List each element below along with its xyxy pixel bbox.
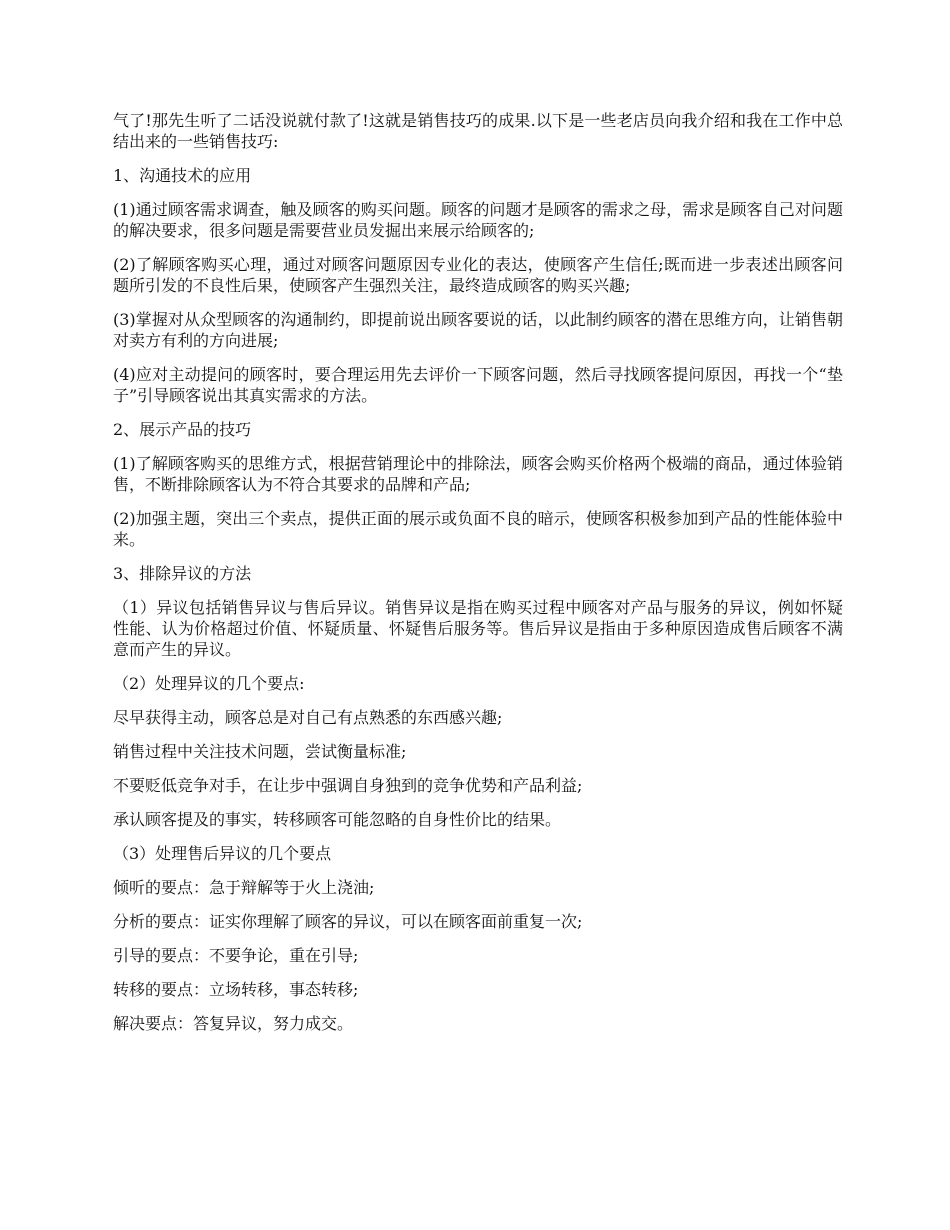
objections-point-3-heading: （3）处理售后异议的几个要点 (113, 844, 332, 863)
section-heading-product-display: 2、展示产品的技巧 (113, 420, 252, 439)
communication-point-3: (3)掌握对从众型顾客的沟通制约，即提前说出顾客要说的话，以此制约顾客的潜在思维方向，让销售朝对卖方有利的方向进展; (113, 310, 843, 350)
communication-point-1: (1)通过顾客需求调查，触及顾客的购买问题。顾客的问题才是顾客的需求之母，需求是顾客自己对问题的解决要求，很多问题是需要营业员发掘出来展示给顾客的; (113, 200, 843, 240)
objections-tip-4: 承认顾客提及的事实，转移顾客可能忽略的自身性价比的结果。 (113, 810, 562, 829)
section-heading-objections: 3、排除异议的方法 (113, 564, 252, 583)
document-page (113, 110, 843, 1047)
communication-point-4: (4)应对主动提问的顾客时，要合理运用先去评价一下顾客问题，然后寻找顾客提问原因，再找一个“垫子”引导顾客说出其真实需求的方法。 (113, 365, 843, 405)
aftersales-tip-analyze: 分析的要点：证实你理解了顾客的异议，可以在顾客面前重复一次; (113, 912, 583, 931)
communication-point-2: (2)了解顾客购买心理，通过对顾客问题原因专业化的表达，使顾客产生信任;既而进一步表述出顾客问题所引发的不良性后果，使顾客产生强烈关注，最终造成顾客的购买兴趣; (113, 255, 843, 295)
aftersales-tip-shift: 转移的要点：立场转移，事态转移; (113, 980, 359, 999)
aftersales-tip-listen: 倾听的要点：急于辩解等于火上浇油; (113, 878, 375, 897)
objections-point-2-heading: （2）处理异议的几个要点: (113, 674, 305, 693)
objections-tip-2: 销售过程中关注技术问题，尝试衡量标准; (113, 742, 407, 761)
section-heading-communication: 1、沟通技术的应用 (113, 166, 252, 185)
aftersales-tip-resolve: 解决要点：答复异议，努力成交。 (113, 1014, 354, 1033)
product-display-point-1: (1)了解顾客购买的思维方式，根据营销理论中的排除法，顾客会购买价格两个极端的商品，通过体验销售，不断排除顾客认为不符合其要求的品牌和产品; (113, 454, 843, 494)
objections-point-1: （1）异议包括销售异议与售后异议。销售异议是指在购买过程中顾客对产品与服务的异议，例如怀疑性能、认为价格超过价值、怀疑质量、怀疑售后服务等。售后异议是指由于多种原因造成售后顾客不满意而产生的异议。 (113, 598, 843, 659)
product-display-point-2: (2)加强主题，突出三个卖点，提供正面的展示或负面不良的暗示，使顾客积极参加到产品的性能体验中来。 (113, 509, 843, 549)
objections-tip-1: 尽早获得主动，顾客总是对自己有点熟悉的东西感兴趣; (113, 708, 503, 727)
objections-tip-3: 不要贬低竞争对手，在让步中强调自身独到的竞争优势和产品利益; (113, 776, 583, 795)
intro-paragraph: 气了!那先生听了二话没说就付款了!这就是销售技巧的成果.以下是一些老店员向我介绍和我在工作中总结出来的一些销售技巧: (113, 111, 843, 151)
aftersales-tip-guide: 引导的要点：不要争论，重在引导; (113, 946, 359, 965)
